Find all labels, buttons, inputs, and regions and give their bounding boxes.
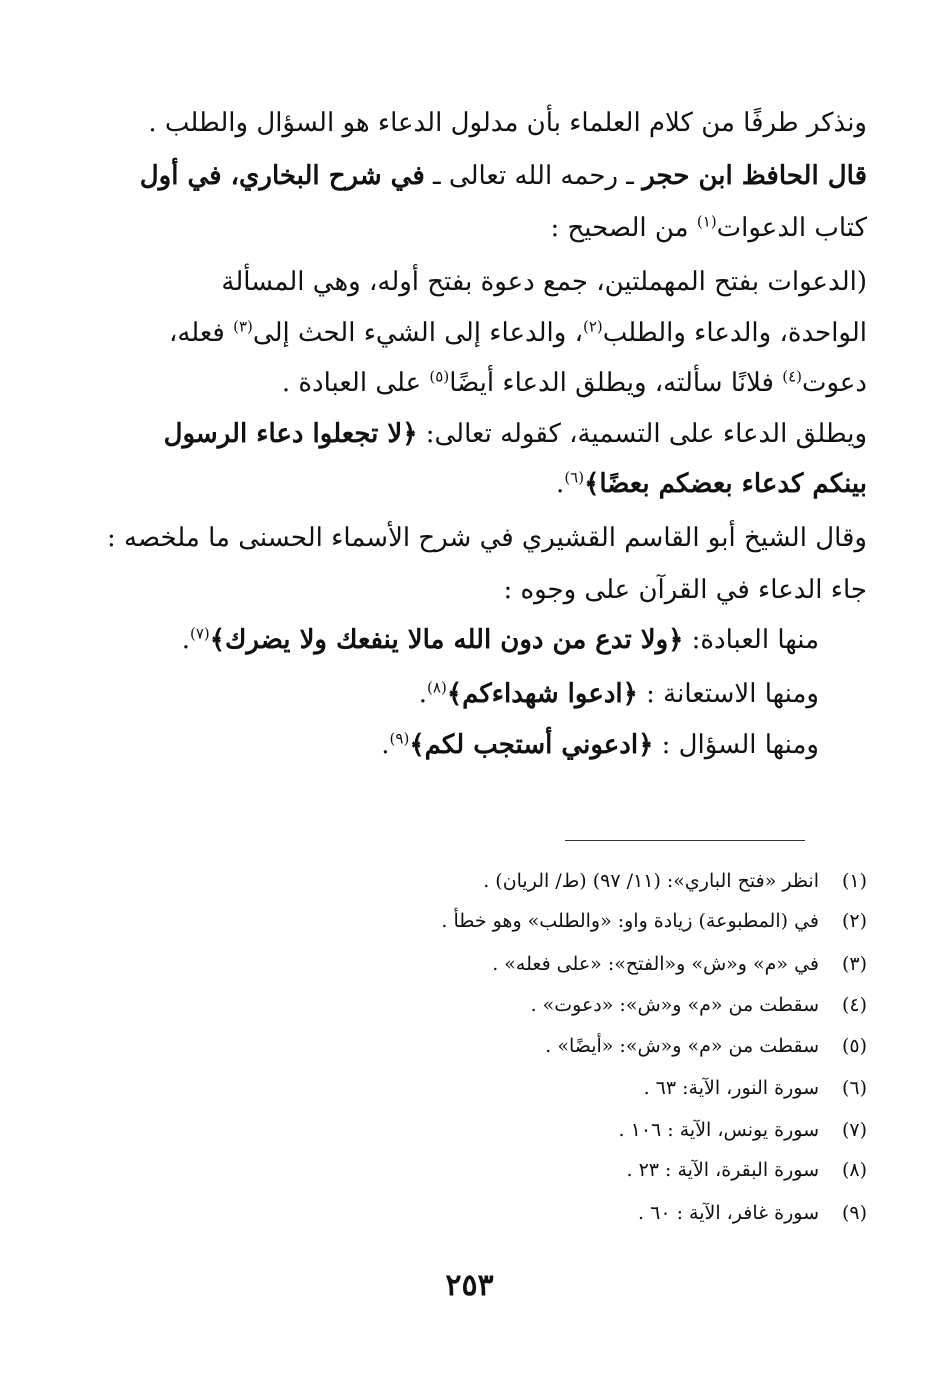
text-run: . [556,469,565,499]
quran-quote: ﴿ادعوني أستجب لكم﴾ [409,730,654,760]
paragraph-line-10 [503,570,867,610]
footnote-text: سورة النور، الآية: ٦٣ . [643,1077,819,1099]
text-run: . [381,730,390,760]
footnote-text: في (المطبوعة) زيادة واو: «والطلب» وهو خطأ . [441,910,819,932]
text-run: ، والدعاء إلى الشيء الحث إلى [252,318,583,348]
paragraph-line-5 [169,313,867,353]
paragraph-line-3 [551,208,868,248]
text-run: وقال الشيخ أبو القاسم القشيري في شرح الأسماء الحسنى ما ملخصه : [107,523,867,553]
paragraph-line-8 [556,464,867,504]
quran-quote: ﴿ولا تدع من دون الله مالا ينفعك ولا يضرك﴾ [209,625,684,655]
author-name: قال الحافظ ابن حجر [642,161,867,191]
footnote-text: سورة البقرة، الآية : ٢٣ . [626,1159,819,1181]
text-run: الواحدة، والدعاء والطلب [602,318,867,348]
footnote-2 [441,906,867,936]
footnote-8 [626,1155,867,1185]
footnote-number: (١) [841,870,867,892]
footnote-3 [492,949,867,979]
footnote-text: في «م» و«ش» و«الفتح»: «على فعله» . [492,953,819,975]
footnote-text: سقطت من «م» و«ش»: «أيضًا» . [545,1035,819,1057]
paragraph-line-7 [164,414,867,454]
footnote-ref: (٩) [389,729,410,748]
footnote-number: (٣) [841,953,867,975]
list-line-asking [381,725,819,765]
text-run: ومنها السؤال : [653,730,819,760]
text-run: فلانًا سألته، ويطلق الدعاء أيضًا [449,368,783,398]
footnote-5 [545,1031,867,1061]
footnote-4 [531,990,867,1020]
paragraph-line-9 [107,518,867,558]
text-run: ويطلق الدعاء على التسمية، كقوله تعالى: [417,419,867,449]
footnote-text: سقطت من «م» و«ش»: «دعوت» . [530,994,819,1016]
footnote-number: (٢) [841,910,867,932]
footnote-text: سورة يونس، الآية : ١٠٦ . [618,1119,819,1141]
text-run: . [181,625,190,655]
footnote-separator [565,840,805,841]
text-run: دعوت [802,368,867,398]
text-run-bold: في شرح البخاري، في أول [139,161,425,191]
text-run: كتاب الدعوات [716,213,867,243]
quran-quote: ﴿ادعوا شهداءكم﴾ [446,679,638,709]
footnote-text: انظر «فتح الباري»: (١١/ ٩٧) (ط/ الريان) . [483,870,819,892]
list-line-seeking-help [419,674,819,714]
footnote-ref: (١) [696,212,717,231]
text-run: جاء الدعاء في القرآن على وجوه : [503,575,867,605]
footnote-number: (٤) [841,994,867,1016]
footnote-ref: (٨) [427,678,447,697]
quran-quote: بينكم كدعاء بعضكم بعضًا﴾ [584,469,867,499]
footnote-ref: (٦) [564,468,585,487]
paragraph-line-6 [282,363,867,403]
footnote-ref: (٥) [429,367,450,386]
text-run: منها العبادة: [683,625,819,655]
footnote-6 [644,1073,867,1103]
footnote-number: (٦) [841,1077,867,1099]
text-run: فعله، [168,318,234,348]
footnote-ref: (٧) [189,624,210,643]
paragraph-line-1 [148,103,867,143]
text-run: ومنها الاستعانة : [637,679,819,709]
text-run: من الصحيح : [550,213,697,243]
text-run: ونذكر طرفًا من كلام العلماء بأن مدلول الدعاء هو السؤال والطلب . [148,108,867,138]
footnote-number: (٧) [841,1119,867,1141]
text-run: (الدعوات بفتح المهملتين، جمع دعوة بفتح أوله، وهي المسألة [221,267,867,297]
footnote-number: (٨) [841,1159,867,1181]
text-run: على العبادة . [281,368,430,398]
text-run: . [418,679,428,709]
paragraph-line-2 [140,156,867,196]
footnote-ref: (٢) [582,317,603,336]
quran-quote: ﴿لا تجعلوا دعاء الرسول [163,419,418,449]
page-number: ٢٥٣ [445,1268,494,1303]
paragraph-line-4 [221,262,867,302]
footnote-1 [483,866,867,896]
footnote-number: (٩) [841,1202,867,1224]
list-line-worship [182,620,819,660]
footnote-text: سورة غافر، الآية : ٦٠ . [638,1202,819,1224]
footnote-9 [638,1198,867,1228]
footnote-number: (٥) [841,1035,867,1057]
footnote-7 [619,1115,867,1145]
footnote-ref: (٤) [782,367,802,386]
text-run: ـ رحمه الله تعالى ـ [424,161,643,191]
footnote-ref: (٣) [233,317,253,336]
